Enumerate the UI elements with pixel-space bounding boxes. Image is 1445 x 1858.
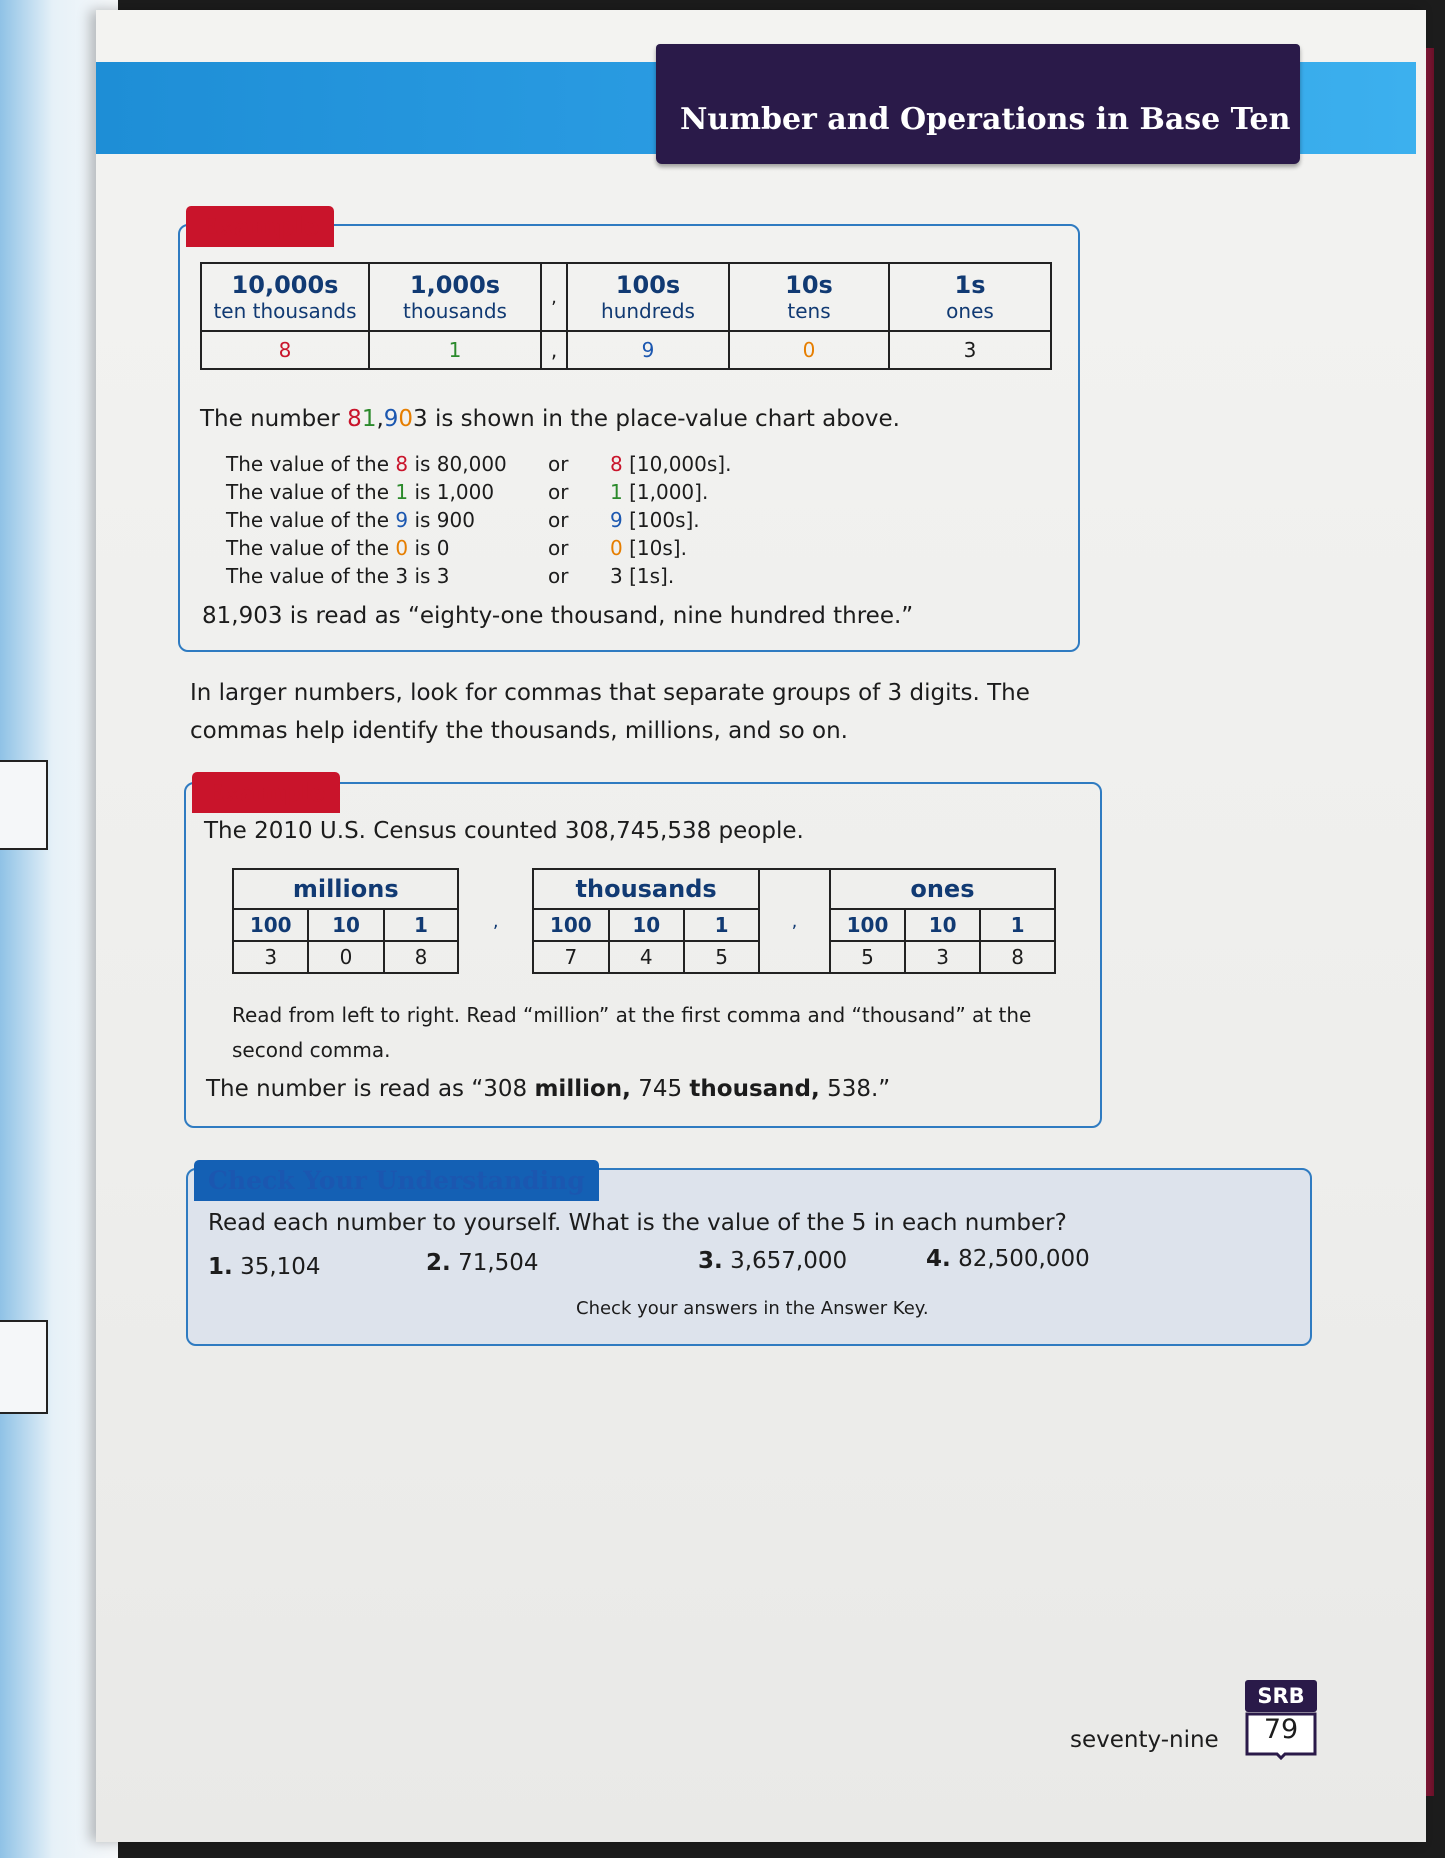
paragraph-line2: commas help identify the thousands, millions, and so on. <box>190 718 848 744</box>
value-row: The value of the 3 is 3 <box>226 564 450 588</box>
group-thousands: thousands <box>533 869 759 909</box>
group-ones: ones <box>830 869 1055 909</box>
comma-cell: , <box>541 331 567 369</box>
cyu-item-2: 2. 71,504 <box>426 1250 539 1276</box>
example1-tag: Example <box>186 206 334 247</box>
column-hundreds: 100s hundreds <box>567 263 729 331</box>
example2-note-line1: Read from left to right. Read “million” at the first comma and “thousand” at the <box>232 1003 1032 1027</box>
value-alt: 0 [10s]. <box>610 536 687 560</box>
digit-cell: 5 <box>830 941 905 973</box>
comma-cell: , <box>759 869 830 973</box>
column-ten-thousands: 10,000s ten thousands <box>201 263 369 331</box>
example2-read-as: The number is read as “308 million, 745 thousand, 538.” <box>206 1076 891 1102</box>
place-cell: 1 <box>980 909 1055 941</box>
value-cell: 1 <box>369 331 541 369</box>
column-tens: 10s tens <box>729 263 889 331</box>
header-title-banner <box>656 44 1300 164</box>
place-cell: 10 <box>905 909 980 941</box>
left-page-box <box>0 760 48 850</box>
comma-cell: , <box>458 869 533 973</box>
srb-badge <box>1245 1680 1317 1760</box>
value-row: The value of the 1 is 1,000 <box>226 480 495 504</box>
value-cell: 3 <box>889 331 1051 369</box>
cyu-footer: Check your answers in the Answer Key. <box>576 1298 929 1319</box>
column-ones: 1s ones <box>889 263 1051 331</box>
page-number-word: seventy-nine <box>1070 1727 1219 1753</box>
place-cell: 10 <box>308 909 383 941</box>
cyu-question: Read each number to yourself. What is the value of the 5 in each number? <box>208 1210 1067 1236</box>
srb-label: SRB <box>1245 1680 1317 1712</box>
cyu-item-4: 4. 82,500,000 <box>926 1246 1090 1272</box>
or-label: or <box>548 536 569 560</box>
paragraph-line1: In larger numbers, look for commas that separate groups of 3 digits. The <box>190 680 1030 706</box>
cyu-item-3: 3. 3,657,000 <box>698 1248 848 1274</box>
or-label: or <box>548 564 569 588</box>
example2-tag: Example <box>192 772 340 813</box>
or-label: or <box>548 480 569 504</box>
page-title: Number and Operations in Base Ten <box>680 102 1291 137</box>
value-cell: 8 <box>201 331 369 369</box>
digit-cell: 8 <box>384 941 459 973</box>
value-row: The value of the 9 is 900 <box>226 508 475 532</box>
digit-cell: 3 <box>233 941 308 973</box>
group-millions: millions <box>233 869 458 909</box>
place-value-chart-2 <box>232 868 1056 974</box>
value-cell: 9 <box>567 331 729 369</box>
example1-intro: The number 81,903 is shown in the place-value chart above. <box>200 406 900 432</box>
value-row: The value of the 0 is 0 <box>226 536 450 560</box>
example2-note-line2: second comma. <box>232 1038 391 1062</box>
digit-cell: 0 <box>308 941 383 973</box>
example2-intro: The 2010 U.S. Census counted 308,745,538 people. <box>204 818 804 844</box>
cyu-item-1: 1. 35,104 <box>208 1254 321 1280</box>
page-number: 79 <box>1263 1714 1299 1745</box>
digit-cell: 5 <box>684 941 759 973</box>
left-page-box <box>0 1320 48 1414</box>
digit-cell: 8 <box>980 941 1055 973</box>
or-label: or <box>548 508 569 532</box>
place-cell: 100 <box>830 909 905 941</box>
digit-cell: 4 <box>609 941 684 973</box>
value-alt: 8 [10,000s]. <box>610 452 732 476</box>
place-cell: 100 <box>533 909 609 941</box>
digit-cell: 7 <box>533 941 609 973</box>
place-cell: 100 <box>233 909 308 941</box>
place-value-chart-1 <box>200 262 1052 370</box>
column-thousands: 1,000s thousands <box>369 263 541 331</box>
value-alt: 9 [100s]. <box>610 508 700 532</box>
value-row: The value of the 8 is 80,000 <box>226 452 507 476</box>
value-alt: 3 [1s]. <box>610 564 675 588</box>
value-alt: 1 [1,000]. <box>610 480 709 504</box>
example1-read-as: 81,903 is read as “eighty-one thousand, nine hundred three.” <box>202 603 914 629</box>
place-cell: 1 <box>684 909 759 941</box>
value-cell: 0 <box>729 331 889 369</box>
or-label: or <box>548 452 569 476</box>
place-cell: 1 <box>384 909 459 941</box>
digit-cell: 3 <box>905 941 980 973</box>
place-cell: 10 <box>609 909 684 941</box>
cyu-tag: Check Your Understanding <box>194 1160 599 1201</box>
comma-cell: , <box>541 263 567 331</box>
